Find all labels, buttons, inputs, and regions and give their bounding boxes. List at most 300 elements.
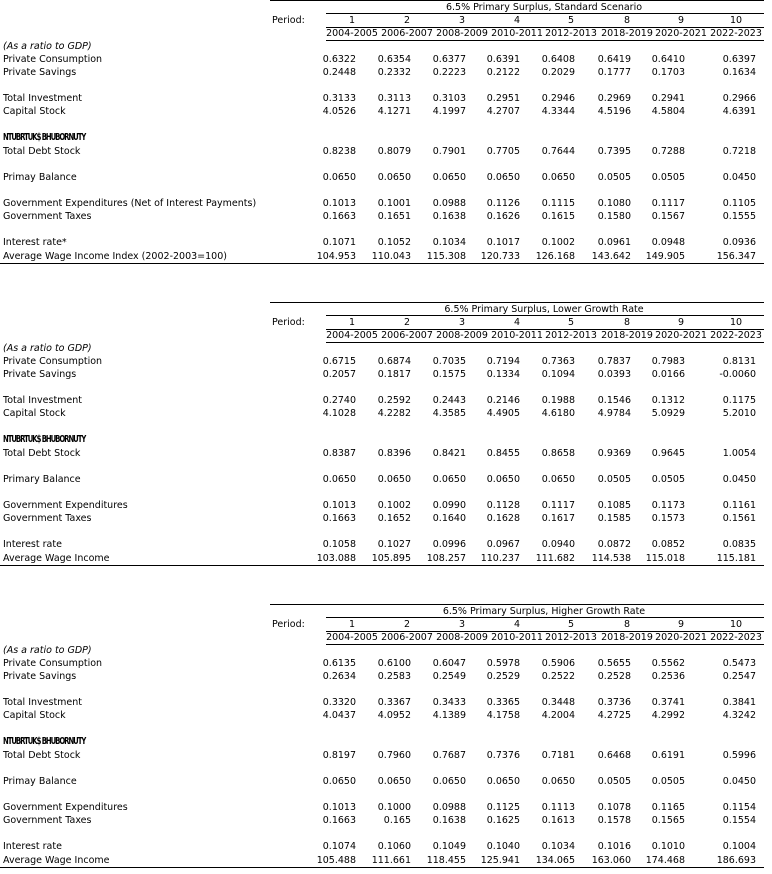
- cell-value: 0.3113: [377, 93, 411, 104]
- cell-value: 0.6391: [486, 54, 520, 65]
- year-header: 2022-2023: [710, 28, 762, 39]
- cell-value: 0.1078: [597, 802, 631, 813]
- year-header: 2008-2009: [436, 28, 488, 39]
- cell-value: 0.7983: [651, 356, 685, 367]
- cell-value: 0.1058: [322, 539, 356, 550]
- period-header: 4: [513, 619, 521, 630]
- year-header: 2004-2005: [326, 28, 378, 39]
- period-header: 8: [623, 15, 631, 26]
- cell-value: 0.1161: [722, 500, 756, 511]
- period-label: Period:: [272, 317, 305, 328]
- cell-value: 5.0929: [651, 408, 685, 419]
- cell-value: 0.0936: [722, 237, 756, 248]
- cell-value: 110.237: [480, 553, 520, 564]
- cell-value: 0.1017: [486, 237, 520, 248]
- cell-value: 4.4905: [486, 408, 520, 419]
- cell-value: 174.468: [645, 855, 685, 866]
- period-header: 5: [567, 317, 575, 328]
- row-label-private-savings: Private Savings: [3, 369, 77, 380]
- cell-value: 0.0505: [651, 474, 685, 485]
- cell-value: 186.693: [716, 855, 756, 866]
- row-label-total-debt-stock: Total Debt Stock: [3, 448, 81, 459]
- cell-value: 0.1173: [651, 500, 685, 511]
- cell-value: 0.6874: [377, 356, 411, 367]
- row-label-government-expenditures: Government Expenditures: [3, 500, 128, 511]
- period-header: 10: [729, 317, 743, 328]
- cell-value: 0.6410: [651, 54, 685, 65]
- row-label-private-consumption: Private Consumption: [3, 658, 103, 669]
- cell-value: 0.1546: [597, 395, 631, 406]
- cell-value: 0.2443: [432, 395, 466, 406]
- row-label-capital-stock: Capital Stock: [3, 710, 66, 721]
- cell-value: 0.0852: [651, 539, 685, 550]
- table-bottom-rule: [0, 565, 764, 566]
- cell-value: 0.1663: [322, 211, 356, 222]
- cell-value: 0.1565: [651, 815, 685, 826]
- period-header: 1: [348, 15, 356, 26]
- cell-value: 0.3103: [432, 93, 466, 104]
- cell-value: 0.1113: [541, 802, 575, 813]
- cell-value: 0.6468: [597, 750, 631, 761]
- year-header: 2004-2005: [326, 632, 378, 643]
- cell-value: 0.1052: [377, 237, 411, 248]
- cell-value: 0.6408: [541, 54, 575, 65]
- period-label: Period:: [272, 619, 305, 630]
- cell-value: 0.0505: [597, 474, 631, 485]
- cell-value: 0.0505: [597, 776, 631, 787]
- table-title: 6.5% Primary Surplus, Lower Growth Rate: [444, 304, 644, 315]
- cell-value: 0.5562: [651, 658, 685, 669]
- ratio-note: (As a ratio to GDP): [3, 41, 92, 52]
- year-header: 2010-2011: [491, 632, 543, 643]
- cell-value: 0.7960: [377, 750, 411, 761]
- scenario-table-1: [0, 0, 772, 270]
- row-label-primay-balance: Primay Balance: [3, 776, 77, 787]
- cell-value: 0.1175: [722, 395, 756, 406]
- period-header: 8: [623, 317, 631, 328]
- cell-value: 0.2946: [541, 93, 575, 104]
- cell-value: 0.6354: [377, 54, 411, 65]
- cell-value: 0.0393: [597, 369, 631, 380]
- period-label: Period:: [272, 15, 305, 26]
- cell-value: 0.1010: [651, 841, 685, 852]
- cell-value: 111.661: [371, 855, 411, 866]
- cell-value: 4.2707: [486, 106, 520, 117]
- cell-value: 0.1154: [722, 802, 756, 813]
- row-label-private-consumption: Private Consumption: [3, 356, 103, 367]
- cell-value: 0.0948: [651, 237, 685, 248]
- row-label-primary-balance: Primary Balance: [3, 474, 81, 485]
- cell-value: 0.0650: [377, 776, 411, 787]
- cell-value: 143.642: [591, 251, 631, 262]
- cell-value: 0.2536: [651, 671, 685, 682]
- cell-value: 0.0650: [322, 172, 356, 183]
- cell-value: 0.1125: [486, 802, 520, 813]
- cell-value: 0.0650: [541, 172, 575, 183]
- cell-value: 0.6715: [322, 356, 356, 367]
- cell-value: 0.1625: [486, 815, 520, 826]
- row-label-total-debt-stock: Total Debt Stock: [3, 146, 81, 157]
- period-header: 2: [403, 15, 411, 26]
- cell-value: 0.1013: [322, 500, 356, 511]
- row-label-total-debt-stock: Total Debt Stock: [3, 750, 81, 761]
- period-header: 10: [729, 619, 743, 630]
- cell-value: 0.3433: [432, 697, 466, 708]
- row-label-total-investment: Total Investment: [3, 395, 83, 406]
- cell-value: 0.9645: [651, 448, 685, 459]
- cell-value: 0.3320: [322, 697, 356, 708]
- table-title: 6.5% Primary Surplus, Higher Growth Rate: [442, 606, 646, 617]
- cell-value: 0.1094: [541, 369, 575, 380]
- cell-value: 0.8658: [541, 448, 575, 459]
- cell-value: 0.0650: [541, 776, 575, 787]
- period-header: 10: [729, 15, 743, 26]
- header-rule: [326, 40, 764, 41]
- cell-value: 0.3736: [597, 697, 631, 708]
- period-header: 9: [677, 619, 685, 630]
- year-header: 2008-2009: [436, 632, 488, 643]
- cell-value: 0.2547: [722, 671, 756, 682]
- cell-value: 0.0650: [432, 474, 466, 485]
- cell-value: 0.5473: [722, 658, 756, 669]
- cell-value: 0.6100: [377, 658, 411, 669]
- cell-value: 0.2740: [322, 395, 356, 406]
- cell-value: 0.1080: [597, 198, 631, 209]
- cell-value: 0.0650: [486, 474, 520, 485]
- row-label-capital-stock: Capital Stock: [3, 106, 66, 117]
- cell-value: 156.347: [716, 251, 756, 262]
- cell-value: 0.7218: [722, 146, 756, 157]
- cell-value: 1.0054: [722, 448, 756, 459]
- row-label-total-investment: Total Investment: [3, 93, 83, 104]
- cell-value: 0.1034: [432, 237, 466, 248]
- cell-value: 0.7035: [432, 356, 466, 367]
- cell-value: 4.3344: [541, 106, 575, 117]
- cell-value: 111.682: [535, 553, 575, 564]
- cell-value: 0.0940: [541, 539, 575, 550]
- cell-value: 0.0996: [432, 539, 466, 550]
- cell-value: 0.2549: [432, 671, 466, 682]
- cell-value: 0.8131: [722, 356, 756, 367]
- cell-value: 0.1663: [322, 815, 356, 826]
- cell-value: 0.1585: [597, 513, 631, 524]
- cell-value: 108.257: [426, 553, 466, 564]
- table-bottom-rule: [0, 867, 764, 868]
- cell-value: 105.488: [316, 855, 356, 866]
- scenario-table-2: [0, 302, 772, 572]
- cell-value: 0.1777: [597, 67, 631, 78]
- cell-value: 0.2332: [377, 67, 411, 78]
- cell-value: 0.2951: [486, 93, 520, 104]
- cell-value: 0.7837: [597, 356, 631, 367]
- garbled-heading: NTUBRTUK$ BHUBORNUTY: [3, 736, 86, 747]
- row-label-total-investment: Total Investment: [3, 697, 83, 708]
- cell-value: 110.043: [371, 251, 411, 262]
- cell-value: 4.5196: [597, 106, 631, 117]
- cell-value: 0.1117: [541, 500, 575, 511]
- cell-value: 0.8387: [322, 448, 356, 459]
- row-label-interest-rate: Interest rate: [3, 539, 62, 550]
- year-header: 2020-2021: [655, 28, 707, 39]
- cell-value: 0.7194: [486, 356, 520, 367]
- cell-value: 0.1000: [377, 802, 411, 813]
- cell-value: 0.1027: [377, 539, 411, 550]
- cell-value: 115.181: [716, 553, 756, 564]
- cell-value: 0.6322: [322, 54, 356, 65]
- row-label-private-savings: Private Savings: [3, 671, 77, 682]
- row-label-capital-stock: Capital Stock: [3, 408, 66, 419]
- cell-value: 149.905: [645, 251, 685, 262]
- header-rule: [326, 342, 764, 343]
- row-label-government-expenditures-net-of-interest-payments: Government Expenditures (Net of Interest Payments): [3, 198, 257, 209]
- cell-value: 0.3365: [486, 697, 520, 708]
- period-header: 1: [348, 317, 356, 328]
- cell-value: 4.0526: [322, 106, 356, 117]
- cell-value: 0.2634: [322, 671, 356, 682]
- cell-value: 0.2223: [432, 67, 466, 78]
- year-header: 2006-2007: [381, 330, 433, 341]
- row-label-private-savings: Private Savings: [3, 67, 77, 78]
- garbled-heading: NTUBRTUK$ BHUBORNUTY: [3, 132, 86, 143]
- cell-value: 0.1165: [651, 802, 685, 813]
- cell-value: 4.2282: [377, 408, 411, 419]
- year-header: 2022-2023: [710, 330, 762, 341]
- period-header: 4: [513, 317, 521, 328]
- cell-value: 0.0872: [597, 539, 631, 550]
- cell-value: 0.7363: [541, 356, 575, 367]
- year-header: 2012-2013: [545, 632, 597, 643]
- cell-value: 0.1034: [541, 841, 575, 852]
- cell-value: 0.1626: [486, 211, 520, 222]
- cell-value: 0.0967: [486, 539, 520, 550]
- cell-value: 0.1060: [377, 841, 411, 852]
- year-header: 2018-2019: [601, 632, 653, 643]
- cell-value: 0.1013: [322, 198, 356, 209]
- cell-value: 0.5996: [722, 750, 756, 761]
- cell-value: 4.1389: [432, 710, 466, 721]
- cell-value: 4.6391: [722, 106, 756, 117]
- cell-value: 0.3367: [377, 697, 411, 708]
- cell-value: 0.6191: [651, 750, 685, 761]
- cell-value: 0.0450: [722, 474, 756, 485]
- cell-value: 0.1117: [651, 198, 685, 209]
- cell-value: 134.065: [535, 855, 575, 866]
- cell-value: 103.088: [316, 553, 356, 564]
- cell-value: 4.3585: [432, 408, 466, 419]
- cell-value: 115.308: [426, 251, 466, 262]
- cell-value: 0.165: [383, 815, 411, 826]
- ratio-note: (As a ratio to GDP): [3, 645, 92, 656]
- cell-value: 0.1561: [722, 513, 756, 524]
- period-header: 5: [567, 15, 575, 26]
- year-header: 2006-2007: [381, 632, 433, 643]
- cell-value: 0.2057: [322, 369, 356, 380]
- cell-value: 0.1578: [597, 815, 631, 826]
- year-header: 2020-2021: [655, 632, 707, 643]
- row-label-interest-rate: Interest rate*: [3, 237, 67, 248]
- period-header: 2: [403, 317, 411, 328]
- cell-value: 0.1002: [377, 500, 411, 511]
- cell-value: 0.6047: [432, 658, 466, 669]
- cell-value: 0.3448: [541, 697, 575, 708]
- cell-value: 0.7901: [432, 146, 466, 157]
- cell-value: 118.455: [426, 855, 466, 866]
- cell-value: 0.0650: [377, 172, 411, 183]
- cell-value: 0.1615: [541, 211, 575, 222]
- row-label-average-wage-income: Average Wage Income: [3, 855, 110, 866]
- cell-value: 0.0988: [432, 198, 466, 209]
- cell-value: 0.1105: [722, 198, 756, 209]
- row-label-average-wage-income: Average Wage Income: [3, 553, 110, 564]
- cell-value: 4.6180: [541, 408, 575, 419]
- cell-value: 0.1071: [322, 237, 356, 248]
- cell-value: 125.941: [480, 855, 520, 866]
- cell-value: 0.1628: [486, 513, 520, 524]
- cell-value: 0.1555: [722, 211, 756, 222]
- cell-value: 0.0650: [541, 474, 575, 485]
- row-label-government-taxes: Government Taxes: [3, 815, 92, 826]
- cell-value: 4.5804: [651, 106, 685, 117]
- cell-value: 0.1575: [432, 369, 466, 380]
- row-label-private-consumption: Private Consumption: [3, 54, 103, 65]
- cell-value: 0.1663: [322, 513, 356, 524]
- cell-value: 0.1554: [722, 815, 756, 826]
- cell-value: 0.1617: [541, 513, 575, 524]
- cell-value: 0.7644: [541, 146, 575, 157]
- period-header: 1: [348, 619, 356, 630]
- cell-value: 0.7705: [486, 146, 520, 157]
- cell-value: 0.1634: [722, 67, 756, 78]
- cell-value: 0.1312: [651, 395, 685, 406]
- period-header: 9: [677, 317, 685, 328]
- cell-value: 0.3741: [651, 697, 685, 708]
- period-header: 5: [567, 619, 575, 630]
- year-header: 2004-2005: [326, 330, 378, 341]
- cell-value: 0.6135: [322, 658, 356, 669]
- cell-value: 0.0505: [597, 172, 631, 183]
- cell-value: 163.060: [591, 855, 631, 866]
- cell-value: 0.0988: [432, 802, 466, 813]
- cell-value: 0.0505: [651, 776, 685, 787]
- cell-value: -0.0060: [719, 369, 756, 380]
- cell-value: 0.0650: [432, 172, 466, 183]
- cell-value: 0.8197: [322, 750, 356, 761]
- cell-value: 4.1997: [432, 106, 466, 117]
- cell-value: 0.2529: [486, 671, 520, 682]
- row-label-average-wage-income-index-2002-2003-100: Average Wage Income Index (2002-2003=100): [3, 251, 227, 262]
- year-header: 2006-2007: [381, 28, 433, 39]
- year-header: 2022-2023: [710, 632, 762, 643]
- cell-value: 114.538: [591, 553, 631, 564]
- cell-value: 0.1580: [597, 211, 631, 222]
- cell-value: 0.8079: [377, 146, 411, 157]
- garbled-heading: NTUBRTUK$ BHUBORNUTY: [3, 434, 86, 445]
- cell-value: 0.1074: [322, 841, 356, 852]
- cell-value: 0.2522: [541, 671, 575, 682]
- cell-value: 0.1004: [722, 841, 756, 852]
- cell-value: 0.1115: [541, 198, 575, 209]
- cell-value: 0.6377: [432, 54, 466, 65]
- cell-value: 0.8238: [322, 146, 356, 157]
- cell-value: 0.2592: [377, 395, 411, 406]
- table-bottom-rule: [0, 263, 764, 264]
- cell-value: 4.9784: [597, 408, 631, 419]
- cell-value: 0.0961: [597, 237, 631, 248]
- cell-value: 0.0650: [486, 172, 520, 183]
- cell-value: 0.7181: [541, 750, 575, 761]
- table-title: 6.5% Primary Surplus, Standard Scenario: [445, 2, 643, 13]
- cell-value: 0.0650: [322, 776, 356, 787]
- period-header: 8: [623, 619, 631, 630]
- cell-value: 0.1817: [377, 369, 411, 380]
- cell-value: 0.5906: [541, 658, 575, 669]
- cell-value: 0.7288: [651, 146, 685, 157]
- cell-value: 0.2941: [651, 93, 685, 104]
- cell-value: 0.3841: [722, 697, 756, 708]
- cell-value: 126.168: [535, 251, 575, 262]
- cell-value: 115.018: [645, 553, 685, 564]
- cell-value: 0.7395: [597, 146, 631, 157]
- year-header: 2010-2011: [491, 330, 543, 341]
- cell-value: 0.8396: [377, 448, 411, 459]
- cell-value: 0.1013: [322, 802, 356, 813]
- cell-value: 0.2969: [597, 93, 631, 104]
- cell-value: 0.7376: [486, 750, 520, 761]
- row-label-government-expenditures: Government Expenditures: [3, 802, 128, 813]
- cell-value: 0.0835: [722, 539, 756, 550]
- cell-value: 0.0650: [486, 776, 520, 787]
- cell-value: 4.1271: [377, 106, 411, 117]
- cell-value: 4.0437: [322, 710, 356, 721]
- cell-value: 0.2122: [486, 67, 520, 78]
- ratio-note: (As a ratio to GDP): [3, 343, 92, 354]
- cell-value: 0.0450: [722, 776, 756, 787]
- header-rule: [326, 644, 764, 645]
- cell-value: 0.5655: [597, 658, 631, 669]
- cell-value: 0.3133: [322, 93, 356, 104]
- period-header: 3: [458, 317, 466, 328]
- cell-value: 0.0650: [322, 474, 356, 485]
- cell-value: 0.2146: [486, 395, 520, 406]
- cell-value: 5.2010: [722, 408, 756, 419]
- year-header: 2008-2009: [436, 330, 488, 341]
- cell-value: 0.1573: [651, 513, 685, 524]
- cell-value: 0.1640: [432, 513, 466, 524]
- cell-value: 0.2528: [597, 671, 631, 682]
- cell-value: 4.1758: [486, 710, 520, 721]
- year-header: 2018-2019: [601, 330, 653, 341]
- cell-value: 0.7687: [432, 750, 466, 761]
- period-header: 3: [458, 619, 466, 630]
- cell-value: 0.1085: [597, 500, 631, 511]
- row-label-government-taxes: Government Taxes: [3, 211, 92, 222]
- cell-value: 4.2725: [597, 710, 631, 721]
- year-header: 2020-2021: [655, 330, 707, 341]
- period-header: 4: [513, 15, 521, 26]
- cell-value: 0.1001: [377, 198, 411, 209]
- cell-value: 4.2004: [541, 710, 575, 721]
- period-header: 3: [458, 15, 466, 26]
- cell-value: 0.1638: [432, 815, 466, 826]
- row-label-government-taxes: Government Taxes: [3, 513, 92, 524]
- cell-value: 0.1002: [541, 237, 575, 248]
- cell-value: 0.2583: [377, 671, 411, 682]
- cell-value: 4.2992: [651, 710, 685, 721]
- cell-value: 0.0166: [651, 369, 685, 380]
- cell-value: 0.9369: [597, 448, 631, 459]
- year-header: 2012-2013: [545, 330, 597, 341]
- cell-value: 0.1651: [377, 211, 411, 222]
